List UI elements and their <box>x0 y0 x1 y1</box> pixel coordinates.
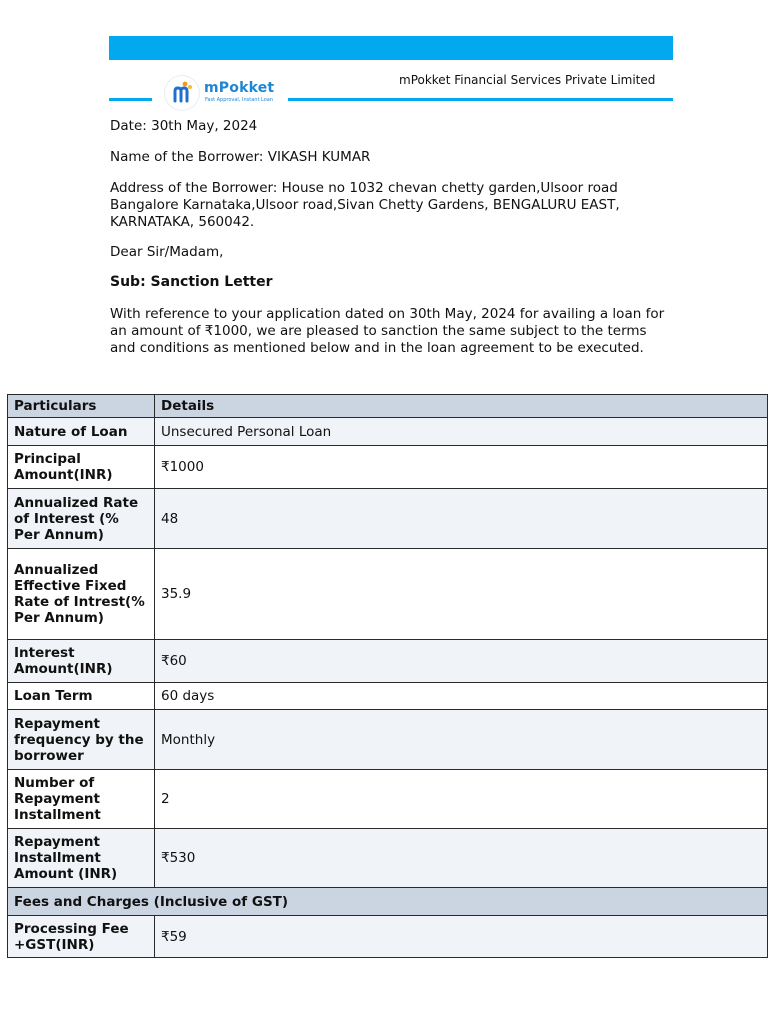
row-label: Repayment frequency by the borrower <box>8 710 155 770</box>
table-row <box>8 489 768 549</box>
header-color-bar <box>109 36 673 60</box>
row-label: Processing Fee +GST(INR) <box>8 916 155 958</box>
row-value: 35.9 <box>155 549 768 640</box>
table-row <box>8 549 768 640</box>
table-header-details: Details <box>155 395 768 418</box>
table-row <box>8 829 768 888</box>
row-value: Monthly <box>155 710 768 770</box>
header-rule-left <box>109 98 152 101</box>
row-label: Number of Repayment Installment <box>8 770 155 829</box>
row-value: ₹530 <box>155 829 768 888</box>
mpokket-logo <box>163 76 285 110</box>
subject-line: Sub: Sanction Letter <box>110 274 273 290</box>
table-row <box>8 710 768 770</box>
row-value: ₹60 <box>155 640 768 683</box>
row-label: Loan Term <box>8 683 155 710</box>
logo-tagline: Fast Approval, Instant Loan <box>205 97 273 103</box>
table-header-row <box>8 395 768 418</box>
borrower-name: Name of the Borrower: VIKASH KUMAR <box>110 149 371 165</box>
row-value: 48 <box>155 489 768 549</box>
row-label: Principal Amount(INR) <box>8 446 155 489</box>
row-label: Repayment Installment Amount (INR) <box>8 829 155 888</box>
table-row <box>8 770 768 829</box>
table-header-particulars: Particulars <box>8 395 155 418</box>
row-value: ₹59 <box>155 916 768 958</box>
fees-section-row <box>8 888 768 916</box>
loan-terms-table <box>7 394 768 958</box>
logo-name: mPokket <box>204 80 275 96</box>
fees-section-title: Fees and Charges (Inclusive of GST) <box>8 888 768 916</box>
row-label: Annualized Effective Fixed Rate of Intrest(% Per Annum) <box>8 549 155 640</box>
row-value: 60 days <box>155 683 768 710</box>
mpokket-logo-icon <box>165 76 199 110</box>
row-value: Unsecured Personal Loan <box>155 418 768 446</box>
table-row <box>8 640 768 683</box>
letter-date: Date: 30th May, 2024 <box>110 118 258 134</box>
table-row <box>8 683 768 710</box>
row-label: Annualized Rate of Interest (% Per Annum) <box>8 489 155 549</box>
header-rule-right <box>288 98 673 101</box>
row-label: Nature of Loan <box>8 418 155 446</box>
borrower-address: Address of the Borrower: House no 1032 chevan chetty garden,Ulsoor road Bangalore Karnataka,Ulsoor road,Sivan Chetty Gardens, BENGALURU EAST, KARNATAKA, 560042. <box>110 180 620 230</box>
company-name: mPokket Financial Services Private Limited <box>399 73 656 87</box>
table-row <box>8 418 768 446</box>
letter-body: With reference to your application dated on 30th May, 2024 for availing a loan for an amount of ₹1000, we are pleased to sanction the same subject to the terms and conditions as mentioned below and in the loan agreement to be executed. <box>110 306 665 356</box>
salutation: Dear Sir/Madam, <box>110 244 224 260</box>
table-row <box>8 916 768 958</box>
row-value: 2 <box>155 770 768 829</box>
row-label: Interest Amount(INR) <box>8 640 155 683</box>
table-row <box>8 446 768 489</box>
row-value: ₹1000 <box>155 446 768 489</box>
